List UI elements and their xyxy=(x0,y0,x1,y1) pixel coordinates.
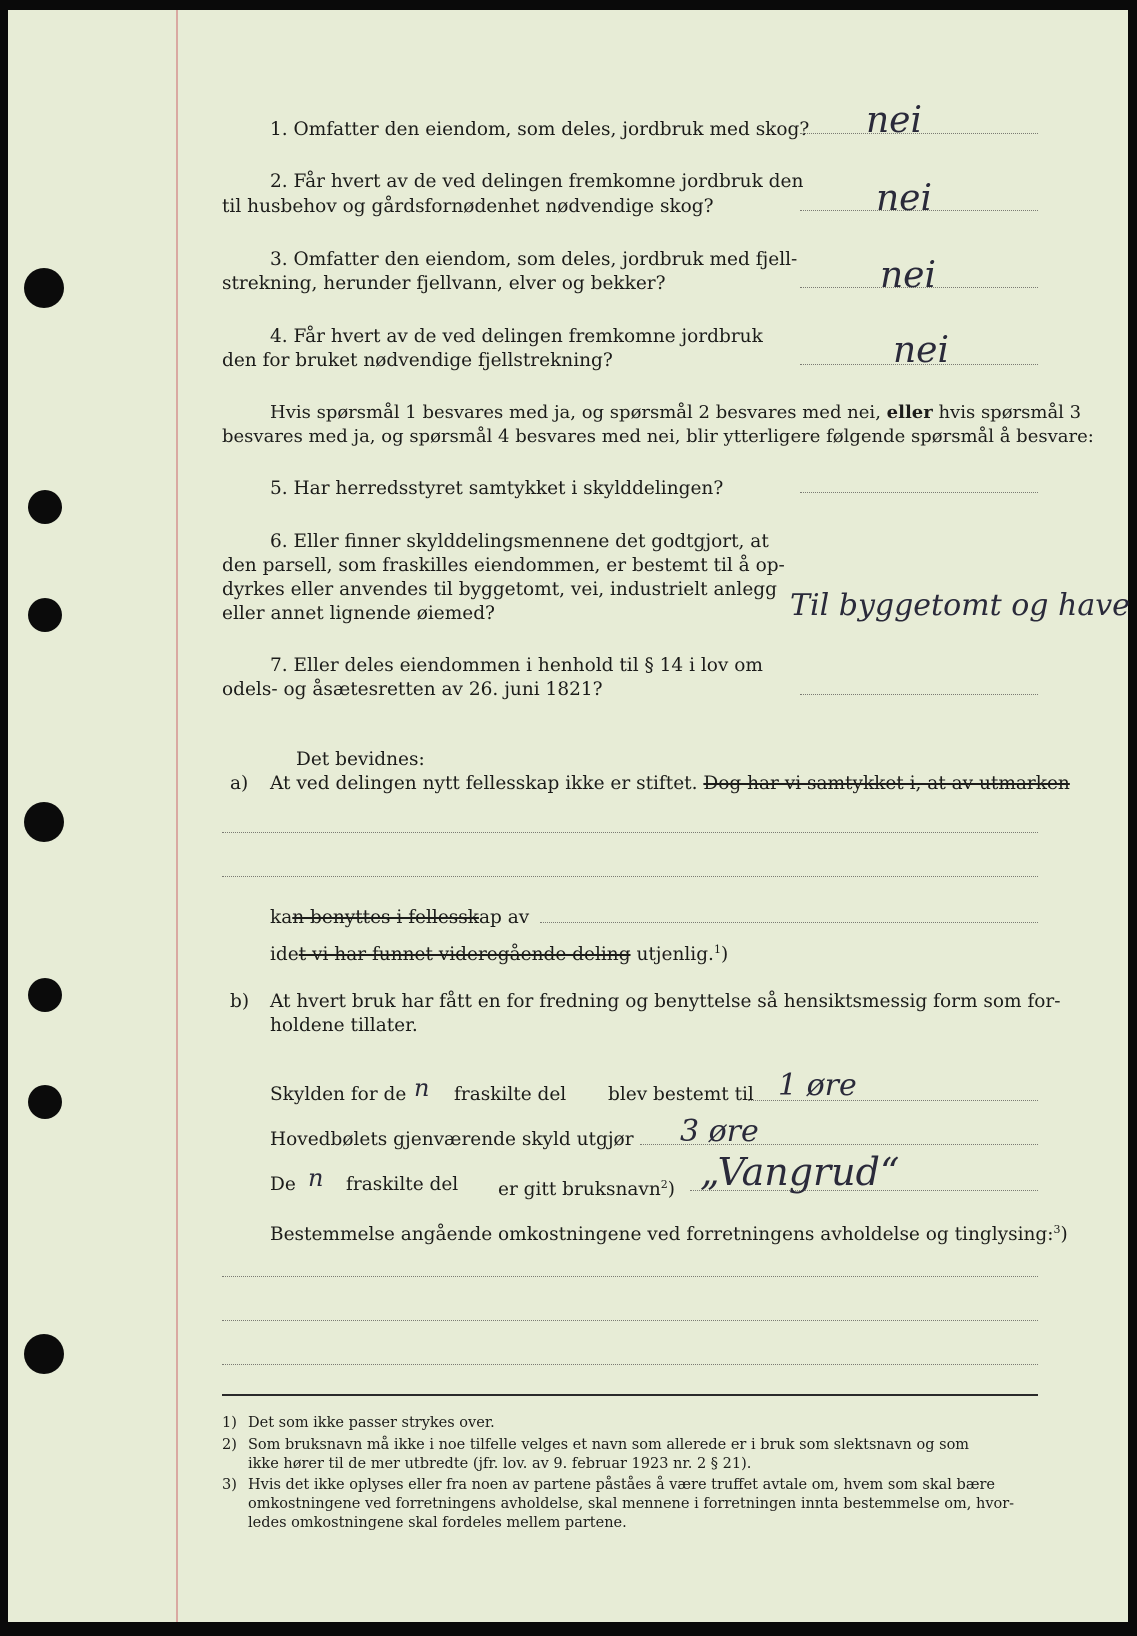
question-5-text: 5. Har herredsstyret samtykket i skylddelingen? xyxy=(270,478,724,499)
skyld-label-1b: fraskilte del xyxy=(454,1084,567,1105)
punch-hole xyxy=(28,1085,62,1119)
margin-line xyxy=(176,10,178,1622)
question-6-line4: eller annet lignende øiemed? xyxy=(222,603,495,624)
question-7-line1: 7. Eller deles eiendommen i henhold til § 14 i lov om xyxy=(270,655,763,676)
blank-line xyxy=(540,922,1038,923)
answer-line xyxy=(800,694,1038,695)
punch-hole xyxy=(28,598,62,632)
skyld-label-2: Hovedbølets gjenværende skyld utgjør xyxy=(270,1129,634,1150)
question-2-answer: nei xyxy=(876,178,933,219)
skyld-label-1: Skylden for de xyxy=(270,1084,407,1105)
answer-line xyxy=(800,492,1038,493)
question-2-line2: til husbehov og gårdsfornødenhet nødvendige skog? xyxy=(222,196,714,217)
item-a-line xyxy=(270,772,1070,796)
blank-line xyxy=(222,1364,1038,1365)
skyld-label-3: De xyxy=(270,1174,296,1195)
skyld-label-3c: er gitt bruksnavn$^2$) xyxy=(498,1178,676,1201)
item-b-label: b) xyxy=(230,991,250,1012)
kan-struck-text: n benyttes i fellessk xyxy=(292,907,479,928)
skyld-value-1: 1 øre xyxy=(778,1068,857,1103)
question-6-answer: Til byggetomt og have xyxy=(790,588,1130,623)
idet-struck-text: t vi har funnet videregående deling xyxy=(298,944,631,966)
footnote-3-number: 3) xyxy=(222,1477,237,1493)
skyld-value-2: 3 øre xyxy=(680,1114,759,1149)
punch-hole xyxy=(24,1334,64,1374)
footnote-separator xyxy=(222,1394,1038,1396)
footnote-ref: 1 xyxy=(713,943,721,956)
idet-text: ide xyxy=(270,944,299,966)
question-1-text: 1. Omfatter den eiendom, som deles, jordbruk med skog? xyxy=(270,119,810,140)
footnote-3-line1: Hvis det ikke oplyses eller fra noen av partene påståes å være truffet avtale om, hvem som skal bære xyxy=(248,1477,995,1493)
footnote-2-line1: Som bruksnavn må ikke i noe tilfelle velges et navn som allerede er i bruk som slektsnavn og som xyxy=(248,1437,970,1453)
instruction-emphasis: eller xyxy=(886,402,933,423)
punch-hole xyxy=(24,268,64,308)
omkostning-label: Bestemmelse angående omkostningene ved forretningens avholdelse og tinglysing: xyxy=(270,1224,1054,1246)
question-3-line1: 3. Omfatter den eiendom, som deles, jordbruk med fjell- xyxy=(270,249,798,270)
kan-line xyxy=(270,906,529,930)
question-3-answer: nei xyxy=(880,255,937,296)
kan-text: ka xyxy=(270,907,293,928)
footnote-2-line2: ikke hører til de mer utbredte (jfr. lov. av 9. februar 1923 nr. 2 § 21). xyxy=(248,1456,752,1472)
footnote-2-number: 2) xyxy=(222,1437,237,1453)
footnote-ref: 3 xyxy=(1053,1223,1061,1236)
question-6-line2: den parsell, som fraskilles eiendommen, er bestemt til å op- xyxy=(222,555,785,576)
question-4-answer: nei xyxy=(893,330,950,371)
footnote-1: Det som ikke passer strykes over. xyxy=(248,1415,495,1431)
bruksnavn-value: „Vangrud“ xyxy=(700,1150,900,1194)
question-1-answer: nei xyxy=(866,100,923,141)
item-b-line2: holdene tillater. xyxy=(270,1015,418,1036)
footnote-ref: 2 xyxy=(660,1178,668,1191)
punch-hole xyxy=(24,802,64,842)
question-4-line1: 4. Får hvert av de ved delingen fremkomne jordbruk xyxy=(270,326,763,347)
footnote-1-number: 1) xyxy=(222,1415,237,1431)
item-a-struck-text: Dog har vi samtykket i, at av utmarken xyxy=(703,773,1070,794)
instruction-line1 xyxy=(270,401,1081,425)
skyld-label-1c: blev bestemt til xyxy=(608,1084,754,1105)
omkostning-line: Bestemmelse angående omkostningene ved forretningens avholdelse og tinglysing:$^3$) xyxy=(270,1223,1068,1246)
item-b-line1: At hvert bruk har fått en for fredning og benyttelse så hensiktsmessig form som for- xyxy=(270,991,1061,1012)
idet-text-end: utjenlig. xyxy=(636,944,714,966)
bruksnavn-label: er gitt bruksnavn xyxy=(498,1179,661,1201)
question-6-line3: dyrkes eller anvendes til byggetomt, vei, industrielt anlegg xyxy=(222,579,777,600)
question-6-line1: 6. Eller finner skylddelingsmennene det godtgjort, at xyxy=(270,531,769,552)
certify-heading: Det bevidnes: xyxy=(296,749,425,770)
blank-line xyxy=(222,1320,1038,1321)
skyld-label-3b: fraskilte del xyxy=(346,1174,459,1195)
blank-line xyxy=(222,832,1038,833)
item-a-label: a) xyxy=(230,773,249,794)
question-4-line2: den for bruket nødvendige fjellstrekning? xyxy=(222,350,613,371)
instruction-line2: besvares med ja, og spørsmål 4 besvares med nei, blir ytterligere følgende spørsmål å besvare: xyxy=(222,426,1094,447)
punch-hole xyxy=(28,490,62,524)
skyld-handwritten-n: n xyxy=(414,1074,430,1102)
skyld-handwritten-n: n xyxy=(308,1164,324,1192)
instruction-text: hvis spørsmål 3 xyxy=(938,402,1082,423)
blank-line xyxy=(222,1276,1038,1277)
item-a-text: At ved delingen nytt fellesskap ikke er stiftet. xyxy=(270,773,698,794)
instruction-text: Hvis spørsmål 1 besvares med ja, og spørsmål 2 besvares med nei, xyxy=(270,402,881,423)
blank-line xyxy=(222,876,1038,877)
footnote-3-line3: ledes omkostningene skal fordeles mellem partene. xyxy=(248,1515,627,1531)
question-7-line2: odels- og åsætesretten av 26. juni 1821? xyxy=(222,679,603,700)
question-2-line1: 2. Får hvert av de ved delingen fremkomne jordbruk den xyxy=(270,171,804,192)
footnote-3-line2: omkostningene ved forretningens avholdelse, skal mennene i forretningen innta bestemmelse om, hvor- xyxy=(248,1496,1015,1512)
punch-hole xyxy=(28,978,62,1012)
kan-text-end: ap av xyxy=(478,907,530,928)
question-3-line2: strekning, herunder fjellvann, elver og bekker? xyxy=(222,273,666,294)
idet-line: idet vi har funnet videregående deling utjenlig.$^1$) xyxy=(270,943,729,966)
